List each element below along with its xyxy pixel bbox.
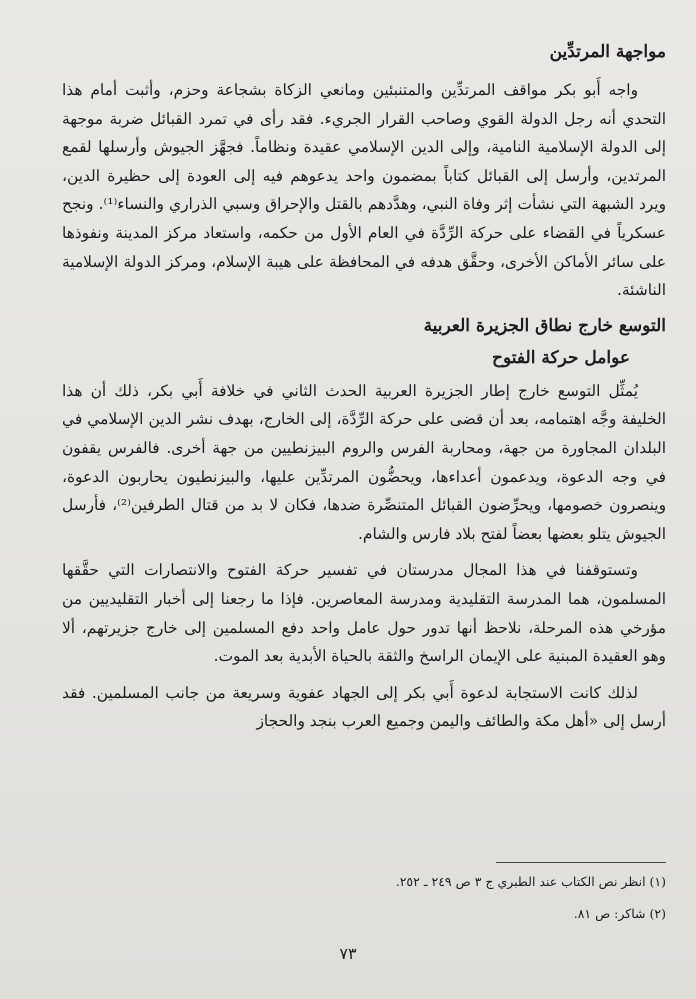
heading-conquest-factors: عوامل حركة الفتوح [492,347,630,368]
footnote-2: (٢) شاكر: ص ٨١. [573,906,666,921]
main-text [62,38,666,744]
footnote-1: (١) انظر نص الكتاب عند الطبري ج ٣ ص ٢٤٩ ـ ٢٥٢. [395,874,666,889]
footnotes [62,862,666,937]
footnote-divider [496,862,666,863]
paragraph-schools: وتستوقفنا في هذا المجال مدرستان في تفسير حركة الفتوح والانتصارات التي حقَّقها المسلمون، هما المدرسة التقليدية ومدرسة المعاصرين. فإذا ما رجعنا إلى أخبار التقليديين من مؤرخي هذه المرحلة، نلاحظ أنها تدور حول عامل واحد دفع المسلمين إلى خارج جزيرتهم، ألا وهو العقيدة المبنية على الإيمان الراسخ والثقة بالحياة الأبدية بعد الموت. [62,561,666,666]
section-title: مواجهة المرتدِّين [549,42,666,62]
heading-expansion: التوسع خارج نطاق الجزيرة العربية [423,315,666,336]
paragraph-response: لذلك كانت الاستجابة لدعوة أَبي بكر إلى الجهاد عفوية وسريعة من جانب المسلمين. فقد أرسل إلى «أهل مكة والطائف واليمن وجميع العرب بنجد والحجاز [62,683,666,731]
page-number: ٧٣ [339,944,357,963]
paragraph-expansion: يُمثِّل التوسع خارج إطار الجزيرة العربية الحدث الثاني في خلافة أَبي بكر، ذلك أن هذا الخليفة وجَّه اهتمامه، بعد أن قضى على حركة الرِّدَّة، إلى الخارج، بهدف نشر الدين الإسلامي في البلدان المجاورة من جهة، ومحاربة الفرس والروم البيزنطيين من جهة أخرى. فالفرس يقفون في وجه الدعوة، ويدعمون أعداءها، ويحضُّون المرتدِّين عليها، والبيزنطيون يحاربون الدعوة، وينصرون خصومها، ويحرِّضون القبائل المتنصِّرة ضدها، فكان لا بد من قتال الطرفين⁽²⁾، فأرسل الجيوش يتلو بعضها بعضاً لفتح بلاد فارس والشام. [62,381,667,543]
paragraph-apostates: واجه أَبو بكر مواقف المرتدِّين والمتنبئين ومانعي الزكاة بشجاعة وحزم، وأثبت أمام هذا التحدي أنه رجل الدولة القوي وصاحب القرار الجريء. فقد رأى في تمرد القبائل ضربة موجهة إلى الدولة الإسلامية النامية، وإلى الدين الإسلامي عقيدة ونظاماً. فجهَّز الجيوش وأرسلها لقمع المرتدين، وأرسل إلى القبائل كتاباً بمضمون واحد يدعوهم فيه إلى العودة إلى حظيرة الدين، ويرد الشبهة التي نشأت إثر وفاة النبي، وهدَّدهم بالقتل والإحراق وسبي الذراري والنساء⁽¹⁾. ونجح عسكرياً في القضاء على حركة الرِّدَّة في العام الأول من حكمه، واستعاد مركز المدينة ونفوذها على سائر الأماكن الأخرى، وحقَّق هدفه في المحافظة على هيبة الإسلام، ومركز الدولة الإسلامية الناشئة. [62,81,667,300]
